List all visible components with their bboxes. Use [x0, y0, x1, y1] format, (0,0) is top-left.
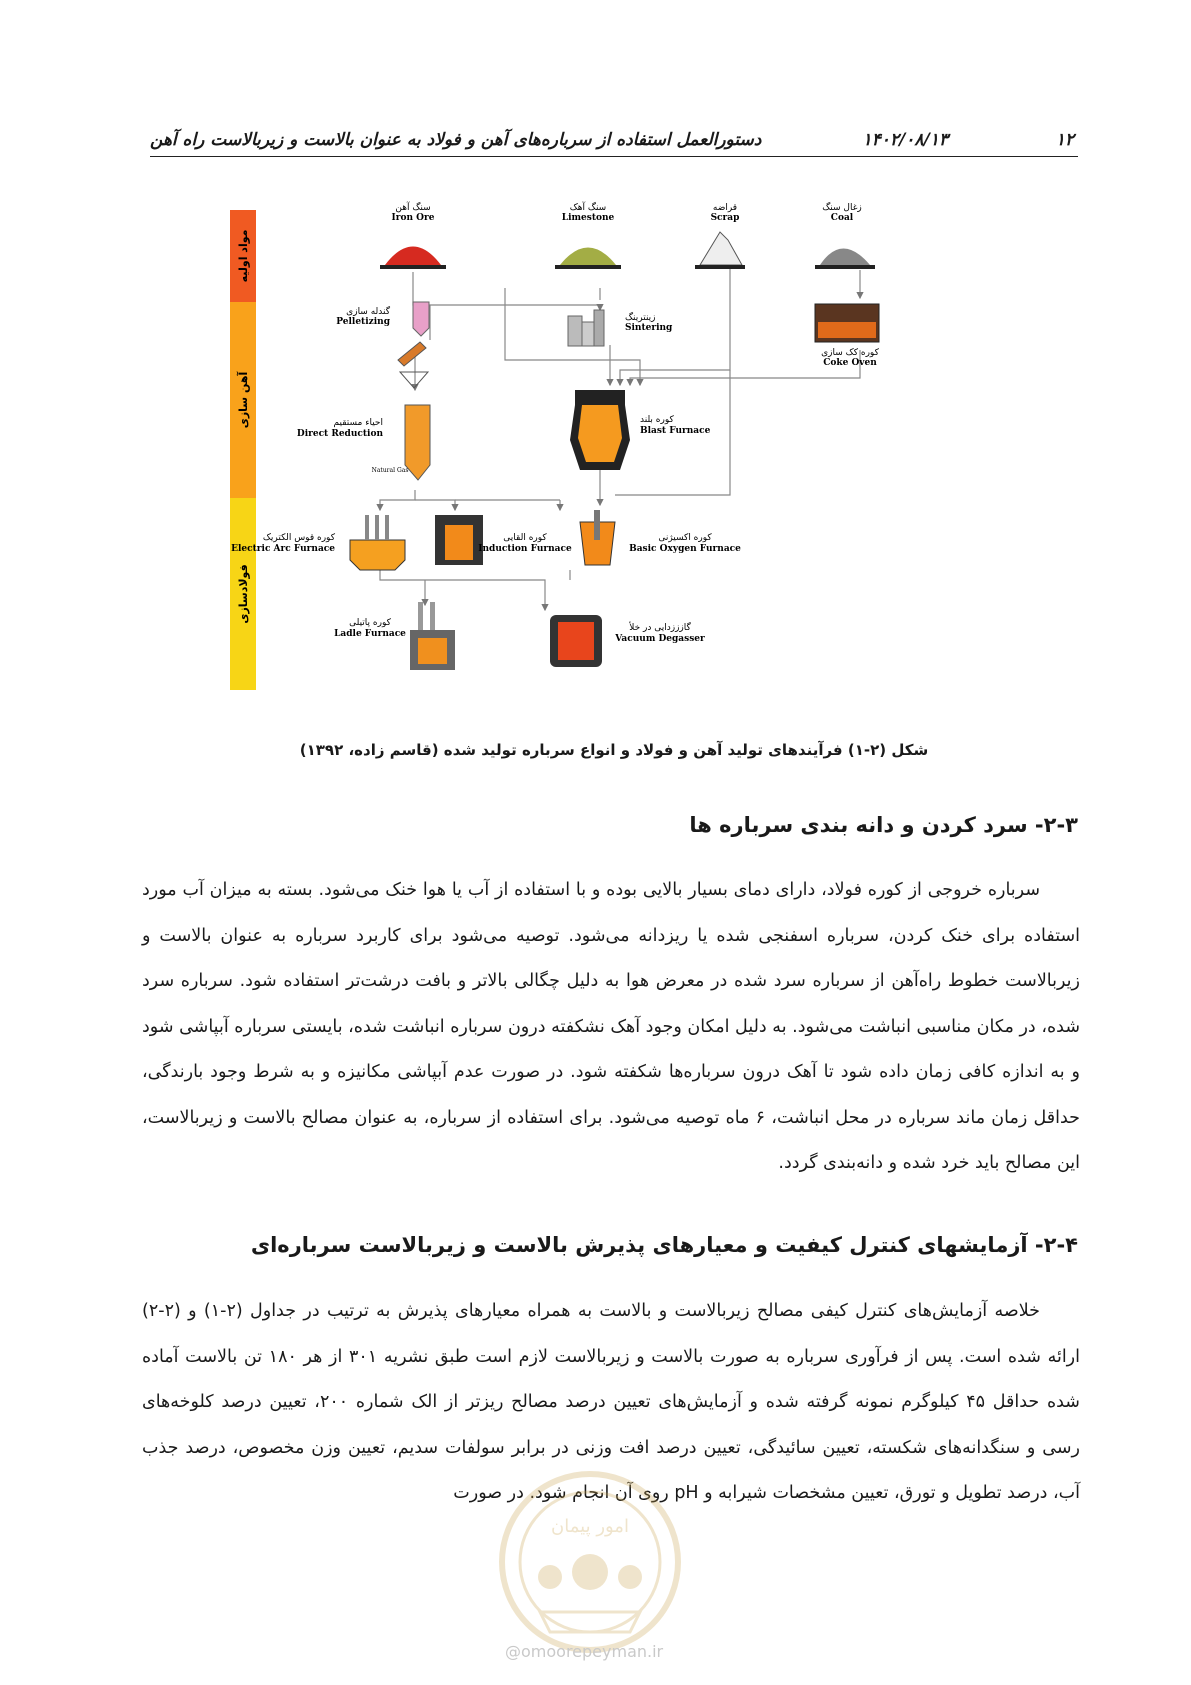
ladle-node	[334, 602, 455, 670]
bof-en: Basic Oxygen Furnace	[629, 544, 741, 554]
section-3-paragraph: سرباره خروجی از کوره فولاد، دارای دمای بسیار بالایی بوده و با استفاده از آب یا هوا خنک می‌شود. بسته به میزان آب مورد استفاده برای خنک کردن، سرباره اسفنجی شده یا ریزدانه می‌شود. توصیه می‌شود برای کاربرد سرباره به عنوان بالاست و زیربالاست خطوط راه‌آهن از سرباره سرد شده در معرض هوا به دلیل چگالی بالاتر و بافت درشت‌تر استفاده شود. سرباره سرد شده، در مکان مناسبی انباشت می‌شود. به دلیل امکان وجود آهک نشکفته درون سرباره انباشت شده، بایستی سرباره آبپاشی شود و به اندازه کافی زمان داده شود تا آهک درون سرباره‌ها شکفته شود. در صورت عدم آبپاشی مکانیزه و به شرط وجود بارندگی، حداقل زمان ماند سرباره در محل انباشت، ۶ ماه توصیه می‌شود. برای استفاده از سرباره، به عنوان مصالح بالاست و زیربالاست، این مصالح باید خرد شده و دانه‌بندی گردد.	[142, 880, 1080, 1173]
section-4-paragraph: خلاصه آزمایش‌های کنترل کیفی مصالح زیربالاست و بالاست به همراه معیارهای پذیرش به ترتیب در جداول (۲-۱) و (۲-۲) ارائه شده است. پس از فرآوری سرباره به صورت بالاست و زیربالاست لازم است طبق نشریه ۳۰۱ از هر ۱۸۰ تن بالاست آماده شده حداقل ۴۵ کیلوگرم نمونه گرفته شده و آزمایش‌های تعیین درصد مصالح ریزتر از الک شماره ۲۰۰، تعیین درصد کلوخه‌های رسی و سنگدانه‌های شکسته، تعیین سائیدگی، تعیین درصد افت وزنی در برابر سولفات سدیم، تعیین وزن مخصوص، درصد جذب آب، درصد تطویل و تورق، تعیین مشخصات شیرابه و pH روی آن انجام شود. در صورت	[142, 1301, 1080, 1503]
limestone-en: Limestone	[561, 213, 615, 223]
coke-oven-en: Coke Oven	[823, 358, 877, 368]
watermark-logo	[490, 1462, 690, 1662]
sintering-node	[568, 310, 673, 346]
page-header	[150, 128, 1078, 157]
pelletizing-en: Pelletizing	[336, 317, 390, 327]
coke-oven-node	[815, 304, 880, 368]
coal-icon	[820, 249, 870, 266]
ladle-fa: کوره پاتیلی	[349, 618, 391, 628]
limestone-icon	[560, 248, 616, 266]
sintering-icon	[568, 310, 604, 346]
bof-fa: کوره اکسیژنی	[658, 533, 712, 543]
direct-reduction-fa: احیاء مستقیم	[333, 418, 383, 428]
section-3-heading: ۲-۳- سرد کردن و دانه بندی سرباره ها	[689, 813, 1078, 837]
iron-ore-icon	[385, 247, 441, 266]
header-date: ۱۴۰۲/۰۸/۱۳	[862, 130, 948, 150]
eaf-node	[231, 515, 405, 570]
ladle-en: Ladle Furnace	[334, 629, 406, 639]
coke-oven-fa: کوره کک سازی	[821, 348, 879, 358]
bof-node	[580, 510, 741, 565]
induction-en: Induction Furnace	[478, 544, 572, 554]
limestone-node	[555, 201, 621, 269]
vacuum-fa: گازززدایی در خلأ	[629, 623, 691, 633]
blast-furnace-fa: کوره بلند	[640, 415, 674, 425]
iron-ore-en: Iron Ore	[391, 213, 435, 223]
pelletizing-icon	[413, 302, 429, 336]
header-title: دستورالعمل استفاده از سرباره‌های آهن و فولاد به عنوان بالاست و زیربالاست راه آهن	[150, 130, 762, 150]
scrap-node	[695, 203, 745, 269]
vacuum-node	[550, 615, 705, 667]
figure-caption: شکل (۲-۱) فرآیندهای تولید آهن و فولاد و انواع سرباره تولید شده (قاسم زاده، ۱۳۹۲)	[299, 741, 929, 759]
direct-reduction-node	[297, 405, 430, 480]
eaf-fa: کوره قوس الکتریک	[262, 533, 335, 543]
eaf-en: Electric Arc Furnace	[231, 544, 335, 554]
coal-en: Coal	[830, 213, 854, 223]
stage-ironmaking-label: آهن سازی	[237, 371, 250, 429]
coal-fa: زغال سنگ	[822, 203, 862, 213]
direct-reduction-icon	[405, 405, 430, 480]
iron-ore-node	[380, 201, 446, 269]
induction-node	[435, 515, 572, 565]
stage-steelmaking-label: فولادسازی	[237, 564, 250, 624]
coal-node	[815, 201, 875, 269]
limestone-fa: سنگ آهک	[569, 203, 607, 213]
scrap-icon	[700, 232, 742, 265]
process-figure	[230, 203, 879, 730]
sintering-fa: زینترینگ	[625, 313, 656, 323]
sintering-en: Sintering	[625, 323, 673, 333]
natural-gas-label: Natural Gas	[371, 467, 409, 474]
stage-bar	[230, 210, 256, 690]
scrap-fa: قراضه	[712, 203, 738, 213]
pelletizing-fa: گندله سازی	[346, 307, 390, 317]
blast-furnace-node	[570, 390, 711, 470]
blast-furnace-en: Blast Furnace	[640, 426, 711, 436]
watermark-url: @omoorepeyman.ir	[505, 1642, 664, 1661]
page-number: ۱۲	[1055, 130, 1074, 150]
scrap-en: Scrap	[710, 213, 740, 223]
stage-raw-materials-label: مواد اولیه	[237, 229, 250, 283]
watermark-logo-text: امور پیمان	[551, 1516, 629, 1537]
iron-ore-fa: سنگ آهن	[395, 203, 431, 213]
vacuum-en: Vacuum Degasser	[615, 634, 705, 644]
induction-fa: کوره القایی	[503, 533, 547, 543]
direct-reduction-en: Direct Reduction	[296, 429, 383, 439]
section-4-heading: ۲-۴- آزمایشهای کنترل کیفیت و معیارهای پذیرش بالاست و زیربالاست سرباره‌ای	[250, 1233, 1078, 1257]
eaf-icon	[350, 540, 405, 570]
